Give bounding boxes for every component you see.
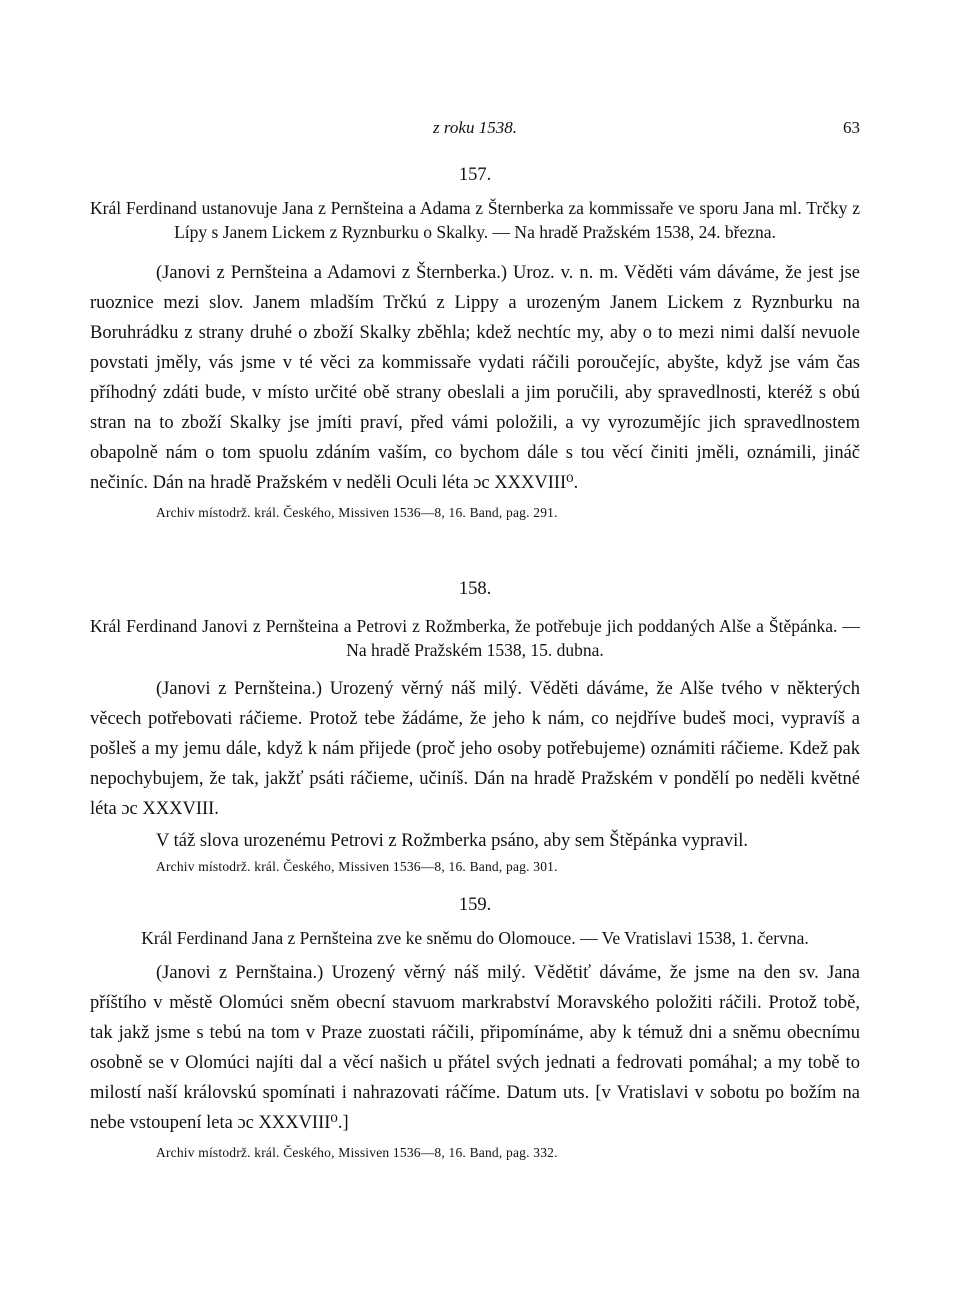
entry-body: (Janovi z Pernštaina.) Urozený věrný náš milý. Vědětiť dáváme, že jsme na den sv. Jana příštího v městě Olomúci sněm obecní stavuom markrabství Moravského položiti ráčili. Protož tobě, tak jakž jsme s tebú na tom v Praze zuostati ráčili, připomínáme, aby k témuž dni a sněmu obecnímu osobně se v Olomúci najíti dal a věcí našich u přátel svých jednati a fedrovati pomáhal; a my tobě to milostí naší královskú spomínati i nahrazovati ráčíme. Datum uts. [v Vratislavi v sobotu po božím na nebe vstoupení leta ɔc XXXVIII⁰.] [90, 963, 860, 1133]
entry-number: 157. [458, 165, 492, 185]
entry-note: V táž slova urozenému Petrovi z Rožmberka psáno, aby sem Štěpánka vypravil. [156, 831, 749, 851]
page-number: 63 [843, 118, 860, 137]
entry-summary: Král Ferdinand Jana z Pernšteina zve ke sněmu do Olomouce. — Ve Vratislavi 1538, 1. června. [141, 928, 809, 948]
document-entry-158 [90, 574, 860, 878]
entry-body: (Janovi z Pernšteina.) Urozený věrný náš milý. Věděti dáváme, že Alše tvého v některých věcech potřebovati ráčieme. Protož tebe žádáme, že jeho k nám, co nejdříve budeš moci, vypravíš a pošleš a my jemu dále, když k nám přijede (proč jeho osoby potřebujeme) oznámiti ráčieme. Kdež pak nepochybujem, že tak, jakžť psáti ráčieme, učiníš. Dán na hradě Pražském v pondělí po neděli květné léta ɔc XXXVIII. [90, 679, 860, 819]
entry-number: 158. [458, 579, 492, 599]
archive-reference: Archiv místodrž. král. Českého, Missiven 1536—8, 16. Band, pag. 301. [156, 859, 558, 874]
running-title: z roku 1538. [433, 118, 517, 137]
page-header [90, 118, 860, 142]
entry-number: 159. [458, 895, 492, 915]
document-entry-159 [90, 890, 860, 1164]
archive-reference: Archiv místodrž. král. Českého, Missiven 1536—8, 16. Band, pag. 291. [156, 505, 558, 520]
archive-reference: Archiv místodrž. král. Českého, Missiven 1536—8, 16. Band, pag. 332. [156, 1145, 558, 1160]
entry-body: (Janovi z Pernšteina a Adamovi z Šternberka.) Uroz. v. n. m. Věděti vám dáváme, že jest jse ruoznice mezi slov. Janem mladším Trčkú z Lippy a urozeným Janem Lickem z Ryznburku na Boruhrádku z strany druhé o zboží Skalky zběhla; kdež nechtíc my, aby o to mezi nimi další nevuole povstati jměly, vás jsme v té věci za kommissaře vydati ráčili poroučejíc, abyšte, když jse vám čas příhodný zdáti bude, v místo určité obě strany obeslali a jim poručili, aby spravedlnosti, kteréž s obú stran na to zboží Skalky jse jmíti praví, před vámi položili, a vy vyrozumějíc jich spravedlnostem obapolně nám o tom spuolu zdáním vaším, co bychom dále s tou věcí činiti jměli, oznámili, jináč nečiníc. Dán na hradě Pražském v neděli Oculi léta ɔc XXXVIII⁰. [90, 263, 860, 493]
document-entry-157 [90, 160, 860, 524]
entry-summary: Král Ferdinand Janovi z Pernšteina a Petrovi z Rožmberka, že potřebuje jich poddaných Alše a Štěpánka. — Na hradě Pražském 1538, 15. dubna. [90, 616, 860, 660]
entry-summary: Král Ferdinand ustanovuje Jana z Pernšteina a Adama z Šternberka za kommissaře ve sporu Jana ml. Trčky z Lípy s Janem Lickem z Ryznburku o Skalky. — Na hradě Pražském 1538, 24. března. [90, 198, 860, 242]
